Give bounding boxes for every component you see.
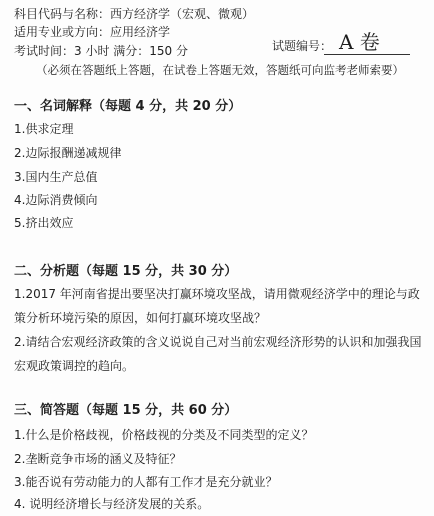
section-1-item: 4.边际消费倾向	[14, 193, 98, 207]
section-2-item: 2.请结合宏观经济政策的含义说说自己对当前宏观经济形势的认识和加强我国宏观政策调控的趋向。	[14, 335, 422, 373]
paper-number-label: 试题编号：	[272, 39, 333, 53]
course-line: 科目代码与名称：西方经济学（宏观、微观）	[14, 7, 255, 21]
answer-notice: （必须在答题纸上答题，在试卷上答题无效，答题纸可向监考老师索要）	[36, 63, 404, 77]
section-1-item: 2.边际报酬递减规律	[14, 146, 122, 160]
section-3-title: 三、简答题（每题 15 分，共 60 分）	[14, 403, 238, 418]
section-2-item: 1.2017 年河南省提出要坚决打赢环境攻坚战，请用微观经济学中的理论与政策分析环境污染的原因，如何打赢环境攻坚战？	[14, 287, 420, 325]
section-1-title: 一、名词解释（每题 4 分，共 20 分）	[14, 99, 242, 114]
paper-number-value: A 卷	[339, 30, 380, 54]
section-3-item: 2.垄断竞争市场的涵义及特征？	[14, 452, 182, 466]
paper-number-underline	[324, 54, 410, 55]
section-1-item: 1.供求定理	[14, 122, 74, 136]
section-3-item: 4. 说明经济增长与经济发展的关系。	[14, 497, 210, 511]
section-1-item: 5.挤出效应	[14, 216, 74, 230]
section-3-item: 1.什么是价格歧视，价格歧视的分类及不同类型的定义？	[14, 428, 314, 442]
major-line: 适用专业或方向：应用经济学	[14, 25, 171, 39]
section-3-item: 3.能否说有劳动能力的人都有工作才是充分就业？	[14, 475, 278, 489]
time-score-line: 考试时间：3 小时 满分：150 分	[14, 44, 188, 58]
section-1-item: 3.国内生产总值	[14, 170, 98, 184]
section-2-title: 二、分析题（每题 15 分，共 30 分）	[14, 264, 238, 279]
